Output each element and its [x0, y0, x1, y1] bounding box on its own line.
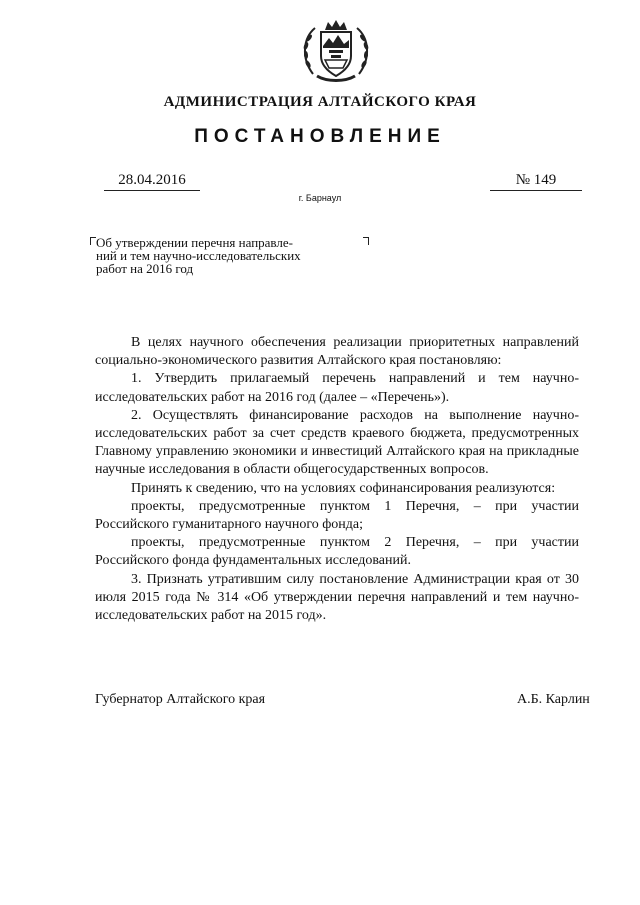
body-paragraph: Принять к сведению, что на условиях софинансирования реализуются:: [131, 480, 556, 496]
document-subject: [96, 236, 358, 275]
body-paragraph: 1. Утвердить прилагаемый перечень направлений и тем научно-исследовательских работ на 2016 год (далее – «Перечень»).: [95, 371, 579, 405]
signatory-position: Губернатор Алтайского края: [95, 692, 266, 707]
document-body: [95, 334, 579, 625]
subject-line: ний и тем научно-исследовательских: [96, 248, 301, 263]
document-number: № 149: [490, 172, 582, 191]
body-paragraph: В целях научного обеспечения реализации приоритетных направлений социально-экономического развития Алтайского края постановляю:: [95, 335, 579, 369]
document-date: 28.04.2016: [104, 172, 200, 191]
body-paragraph: 3. Признать утратившим силу постановление Администрации края от 30 июля 2015 года № 314 «Об утверждении перечня направлений и тем научно-исследовательских работ на 2015 год».: [95, 571, 579, 624]
subject-line: работ на 2016 год: [96, 261, 194, 276]
subject-line: Об утверждении перечня направле-: [96, 235, 293, 250]
body-paragraph: проекты, предусмотренные пунктом 1 Перечня, – при участии Российского гуманитарного научного фонда;: [95, 498, 579, 533]
document-type-heading: ПОСТАНОВЛЕНИЕ: [194, 126, 446, 147]
subject-bracket-right: [363, 237, 369, 245]
signatory-name: А.Б. Карлин: [517, 692, 590, 707]
coat-of-arms-icon: [295, 16, 377, 86]
body-paragraph: проекты, предусмотренные пунктом 2 Перечня, – при участии Российского фонда фундаментальных исследований.: [95, 535, 579, 569]
administration-title: АДМИНИСТРАЦИЯ АЛТАЙСКОГО КРАЯ: [163, 94, 477, 110]
body-paragraph: 2. Осуществлять финансирование расходов на выполнение научно-исследовательских работ за счет средств краевого бюджета, предусмотренных Главному управлению экономики и инвестиций Алтайского края на прикладные научные исследования в области общегосударственных вопросов.: [95, 407, 579, 478]
issue-city: г. Барнаул: [298, 193, 342, 203]
